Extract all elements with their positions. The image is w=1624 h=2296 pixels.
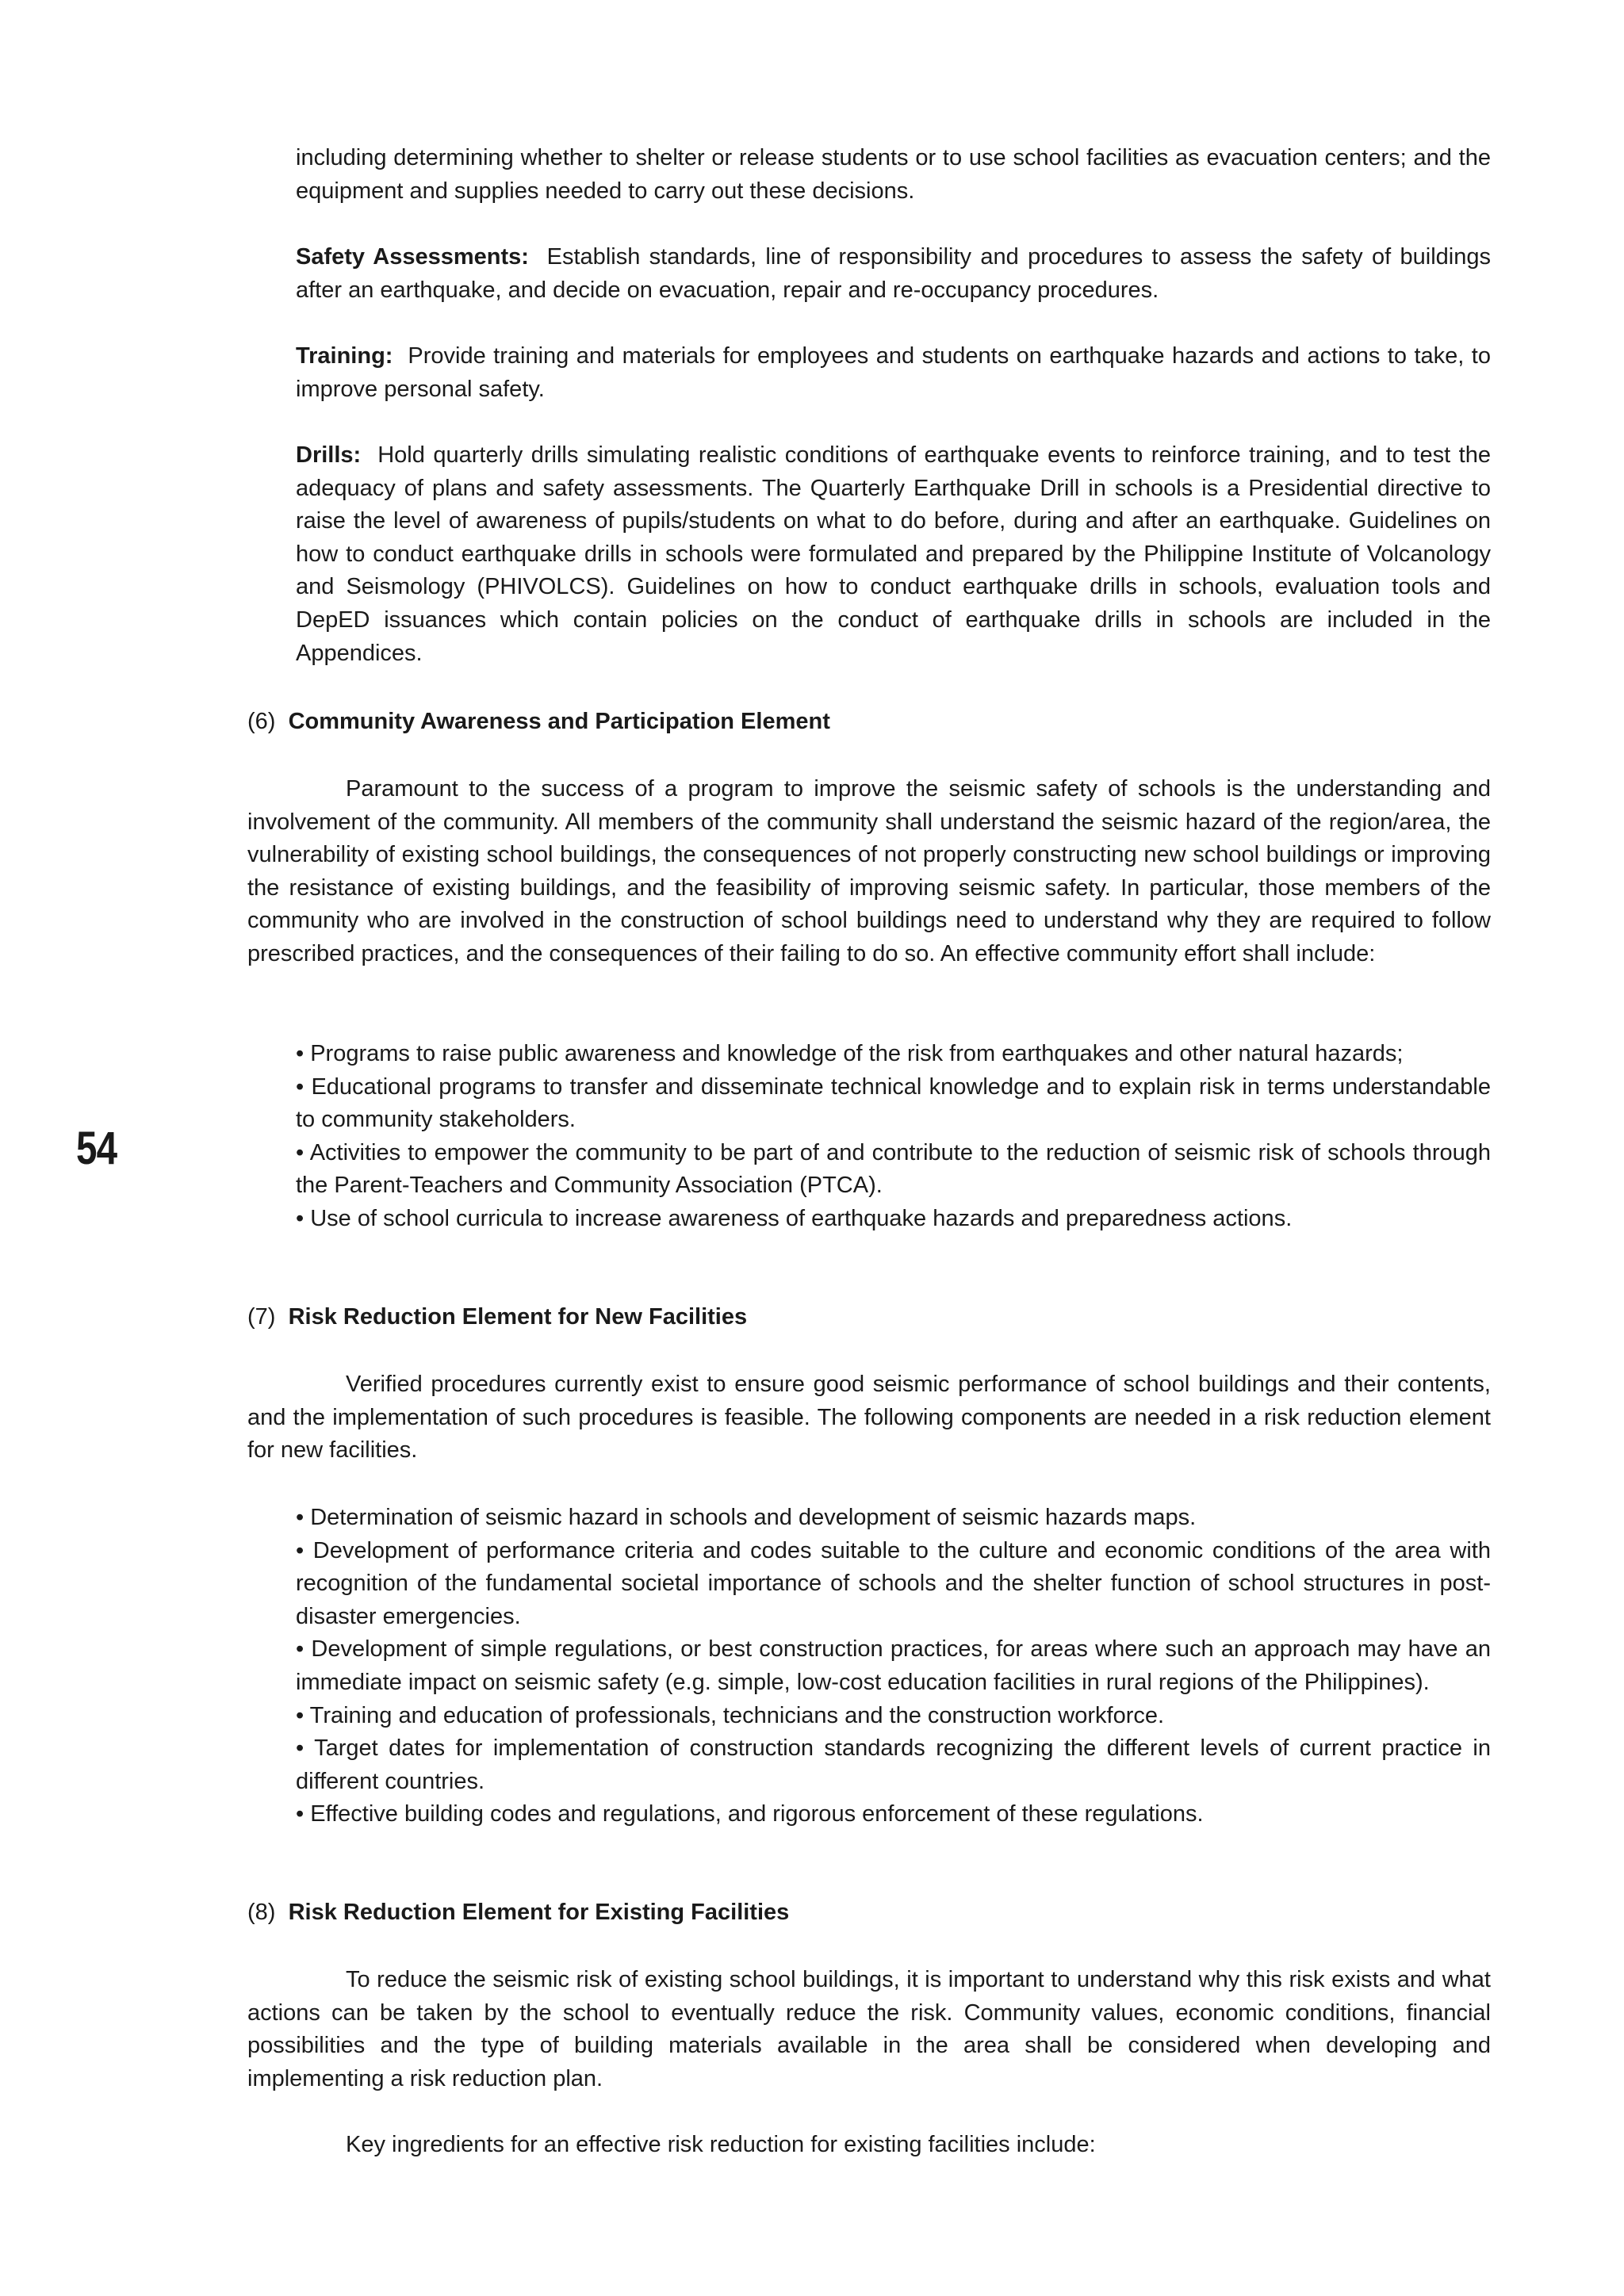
list-item: • Effective building codes and regulations, and rigorous enforcement of these regulations. <box>296 1801 1204 1827</box>
section-8-title: Risk Reduction Element for Existing Facilities <box>288 1900 790 1925</box>
intro-continuation: including determining whether to shelter or release students or to use school facilities as evacuation centers; and the equipment and supplies needed to carry out these decisions. <box>296 145 1491 204</box>
section-7-title: Risk Reduction Element for New Facilities <box>288 1304 748 1330</box>
list-item: • Use of school curricula to increase awareness of earthquake hazards and preparedness actions. <box>296 1205 1293 1231</box>
section-6-heading <box>247 706 1491 739</box>
list-item: • Development of performance criteria and codes suitable to the culture and economic conditions of the area with recognition of the fundamental societal importance of schools and the shelter function of school structures in post-disaster emergencies. <box>296 1537 1491 1629</box>
training-paragraph <box>296 340 1491 406</box>
list-item: • Educational programs to transfer and disseminate technical knowledge and to explain risk in terms understandable to community stakeholders. <box>296 1073 1491 1133</box>
section-6-paragraph: Paramount to the success of a program to improve the seismic safety of schools is the understanding and involvement of the community. All members of the community shall understand the seismic hazard of the region/area, the vulnerability of existing school buildings, the consequences of not properly constructing new school buildings or improving the resistance of existing buildings, and the feasibility of improving seismic safety. In particular, those members of the community who are involved in the construction of school buildings need to understand why they are required to follow prescribed practices, and the consequences of their failing to do so. An effective community effort shall include: <box>247 776 1491 966</box>
list-item: • Target dates for implementation of construction standards recognizing the different levels of current practice in different countries. <box>296 1735 1491 1794</box>
page-number: 54 <box>76 1123 117 1174</box>
list-item: • Training and education of professionals, technicians and the construction workforce. <box>296 1702 1165 1728</box>
drills-paragraph <box>296 439 1491 670</box>
section-8-paragraph: To reduce the seismic risk of existing school buildings, it is important to understand why this risk exists and what actions can be taken by the school to eventually reduce the risk. Community values, economic conditions, financial possibilities and the type of building materials available in the area shall be considered when developing and implementing a risk reduction plan. <box>247 1967 1491 2091</box>
section-6-bullet-list <box>296 1038 1491 1236</box>
section-7-number: (7) <box>247 1304 276 1330</box>
training-label: Training: <box>296 343 393 369</box>
section-6-number: (6) <box>247 709 276 734</box>
section-7-bullet-list <box>296 1502 1491 1831</box>
drills-text: Hold quarterly drills simulating realistic conditions of earthquake events to reinforce training, and to test the adequacy of plans and safety assessments. The Quarterly Earthquake Drill in schools is a Presidential directive to raise the level of awareness of pupils/students on what to do before, during and after an earthquake. Guidelines on how to conduct earthquake drills in schools were formulated and prepared by the Philippine Institute of Volcanology and Seismology (PHIVOLCS). Guidelines on how to conduct earthquake drills in schools, evaluation tools and DepED issuances which contain policies on the conduct of earthquake drills in schools are included in the Appendices. <box>296 442 1491 666</box>
section-8-heading <box>247 1896 1491 1930</box>
section-8-closing: Key ingredients for an effective risk reduction for existing facilities include: <box>346 2132 1096 2157</box>
list-item: • Activities to empower the community to be part of and contribute to the reduction of seismic risk of schools through the Parent-Teachers and Community Association (PTCA). <box>296 1139 1491 1199</box>
list-item: • Programs to raise public awareness and knowledge of the risk from earthquakes and other natural hazards; <box>296 1041 1404 1066</box>
section-7-heading <box>247 1301 1491 1334</box>
section-8-number: (8) <box>247 1900 276 1925</box>
safety-assessments-label: Safety Assessments: <box>296 244 529 270</box>
safety-assessments-text: Establish standards, line of responsibility and procedures to assess the safety of buildings after an earthquake, and decide on evacuation, repair and re-occupancy procedures. <box>296 244 1491 303</box>
section-7-paragraph: Verified procedures currently exist to ensure good seismic performance of school buildings and their contents, and the implementation of such procedures is feasible. The following components are needed in a risk reduction element for new facilities. <box>247 1372 1491 1464</box>
section-6-title: Community Awareness and Participation Element <box>288 709 830 734</box>
training-text: Provide training and materials for employees and students on earthquake hazards and actions to take, to improve personal safety. <box>296 343 1491 402</box>
drills-label: Drills: <box>296 442 362 468</box>
safety-assessments-paragraph <box>296 241 1491 307</box>
list-item: • Development of simple regulations, or best construction practices, for areas where such an approach may have an immediate impact on seismic safety (e.g. simple, low-cost education facilities in rural regions of the Philippines). <box>296 1636 1491 1695</box>
list-item: • Determination of seismic hazard in schools and development of seismic hazards maps. <box>296 1505 1197 1530</box>
